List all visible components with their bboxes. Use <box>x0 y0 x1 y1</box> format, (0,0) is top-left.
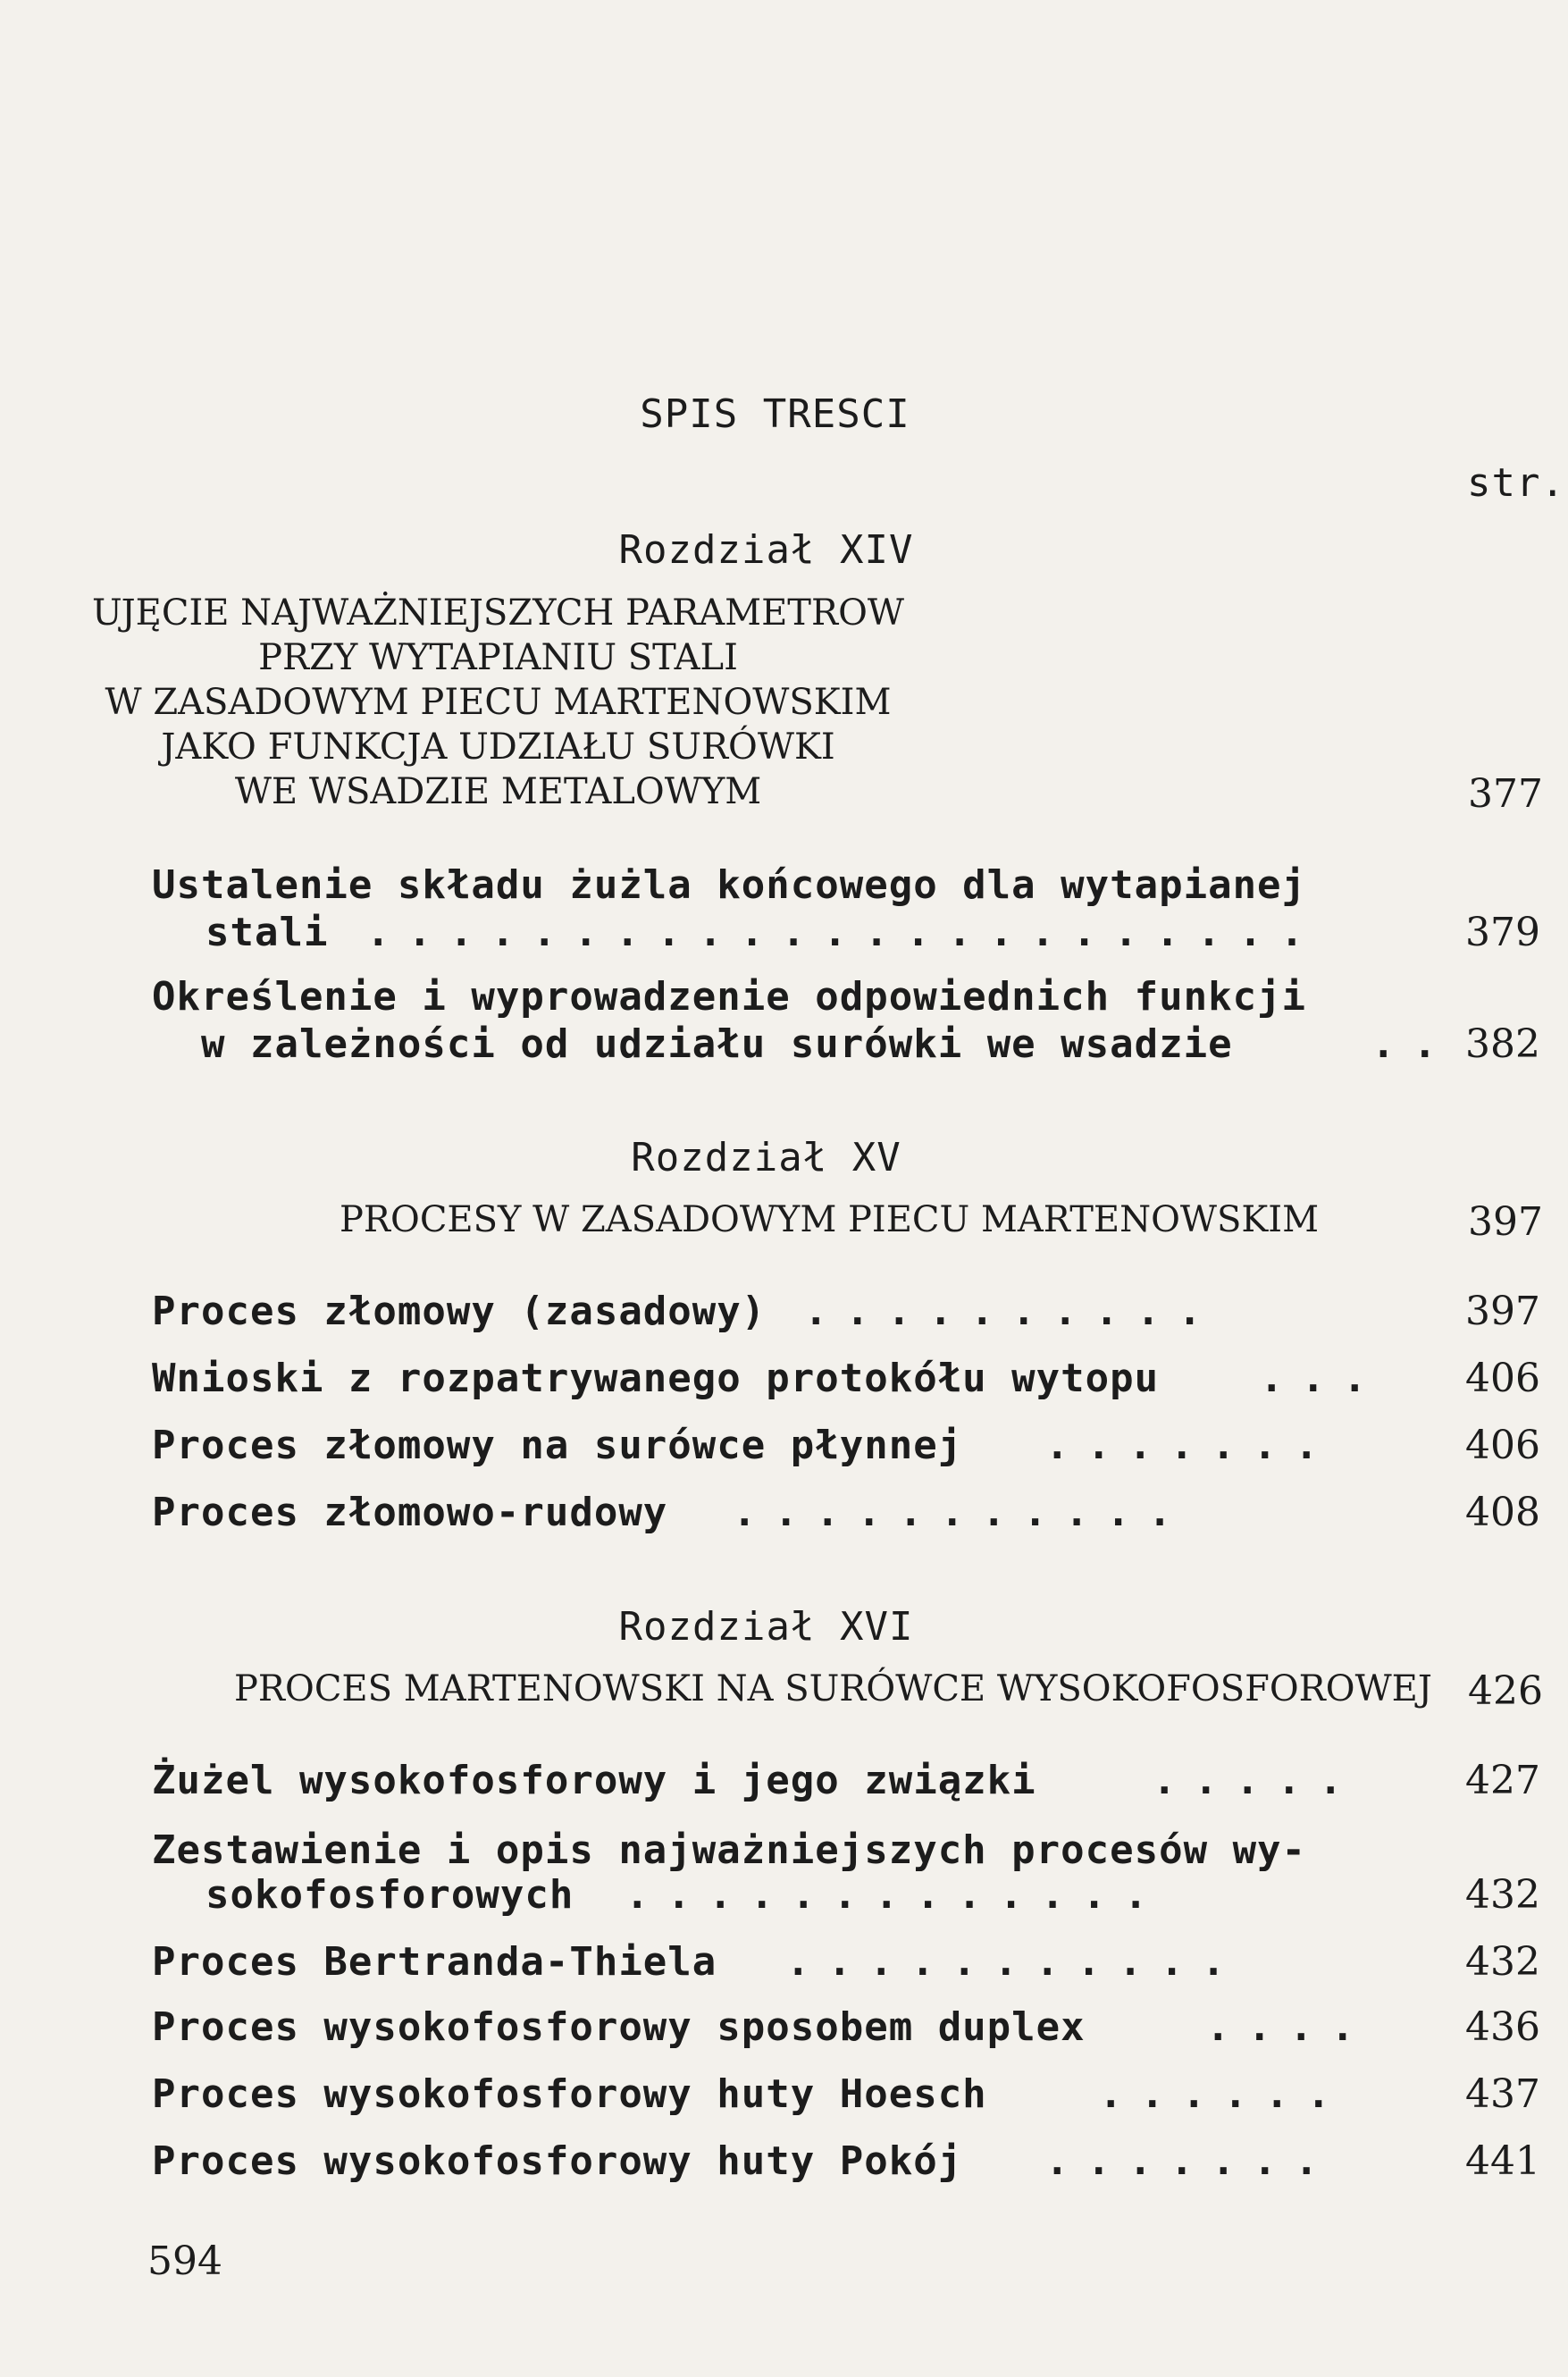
chapter-page-number: 397 <box>1468 1199 1543 1245</box>
toc-entry-text: Proces złomowy na surówce płynnej <box>152 1423 963 1468</box>
toc-entry-text: Proces złomowy (zasadowy) <box>152 1289 767 1334</box>
page-column-label: str. <box>1467 460 1565 506</box>
chapter-title-line: JAKO FUNKCJA UDZIAŁU SURÓWKI <box>161 727 835 768</box>
toc-entry-text: Proces Bertranda-Thiela <box>152 1939 717 1985</box>
toc-entry-text: Proces wysokofosforowy huty Pokój <box>152 2138 963 2184</box>
chapter-label: Rozdział XV <box>631 1135 901 1180</box>
toc-entry-text: Proces wysokofosforowy sposobem duplex <box>152 2004 1086 2050</box>
page-number: 594 <box>147 2238 222 2284</box>
toc-entry-text: Określenie i wyprowadzenie odpowiednich funkcji <box>152 974 1307 1020</box>
dot-leader: ..... <box>1153 1758 1361 1803</box>
chapter-title-line: PRZY WYTAPIANIU STALI <box>258 637 738 678</box>
dot-leader: ....... <box>1045 2138 1337 2184</box>
toc-entry-text: Żużel wysokofosforowy i jego związki <box>152 1758 1036 1803</box>
toc-entry-text: Proces wysokofosforowy huty Hoesch <box>152 2071 987 2117</box>
dot-leader: ... <box>1260 1356 1385 1401</box>
chapter-title-line: PROCES MARTENOWSKI NA SURÓWCE WYSOKOFOSFOROWEJ <box>234 1668 1432 1709</box>
toc-entry-text: Proces złomowo-rudowy <box>152 1490 668 1535</box>
dot-leader: .......... <box>804 1289 1220 1334</box>
toc-entry-page: 406 <box>1465 1423 1540 1468</box>
toc-entry-page: 408 <box>1465 1490 1540 1535</box>
toc-entry-text: Ustalenie składu żużla końcowego dla wytapianej <box>152 862 1307 908</box>
toc-entry-page: 436 <box>1465 2004 1540 2050</box>
toc-entry-text: Wnioski z rozpatrywanego protokółu wytopu <box>152 1356 1160 1401</box>
toc-title: SPIS TRESCI <box>640 391 910 437</box>
chapter-title-line: WE WSADZIE METALOWYM <box>234 771 762 812</box>
toc-entry-page: 441 <box>1465 2138 1540 2184</box>
dot-leader: .... <box>1206 2004 1372 2050</box>
dot-leader: ........... <box>786 1939 1244 1985</box>
chapter-label: Rozdział XIV <box>618 527 914 573</box>
chapter-page-number: 377 <box>1468 771 1543 817</box>
dot-leader: ............. <box>625 1872 1166 1918</box>
dot-leader: .. <box>1371 1021 1455 1067</box>
toc-entry-text: stali <box>205 910 329 955</box>
dot-leader: ....... <box>1045 1423 1337 1468</box>
toc-entry-text: sokofosforowych <box>205 1872 574 1918</box>
toc-entry-page: 382 <box>1465 1021 1540 1067</box>
dot-leader: ...... <box>1099 2071 1348 2117</box>
toc-entry-page: 427 <box>1465 1758 1540 1803</box>
dot-leader: ....................... <box>366 910 1322 955</box>
toc-entry-page: 406 <box>1465 1356 1540 1401</box>
toc-entry-page: 379 <box>1465 910 1540 955</box>
toc-entry-page: 432 <box>1465 1872 1540 1918</box>
toc-entry-text: Zestawienie i opis najważniejszych procesów wy- <box>152 1827 1307 1873</box>
toc-entry-page: 432 <box>1465 1939 1540 1985</box>
chapter-title-line: PROCESY W ZASADOWYM PIECU MARTENOWSKIM <box>340 1199 1320 1240</box>
chapter-title-line: UJĘCIE NAJWAŻNIEJSZYCH PARAMETROW <box>91 592 905 634</box>
toc-entry-text: w zależności od udziału surówki we wsadzie <box>201 1021 1233 1067</box>
toc-entry-page: 437 <box>1465 2071 1540 2117</box>
chapter-label: Rozdział XVI <box>618 1604 914 1650</box>
toc-entry-page: 397 <box>1465 1289 1540 1334</box>
chapter-title-line: W ZASADOWYM PIECU MARTENOWSKIM <box>105 682 892 723</box>
chapter-page-number: 426 <box>1468 1668 1543 1714</box>
dot-leader: ........... <box>733 1490 1190 1535</box>
